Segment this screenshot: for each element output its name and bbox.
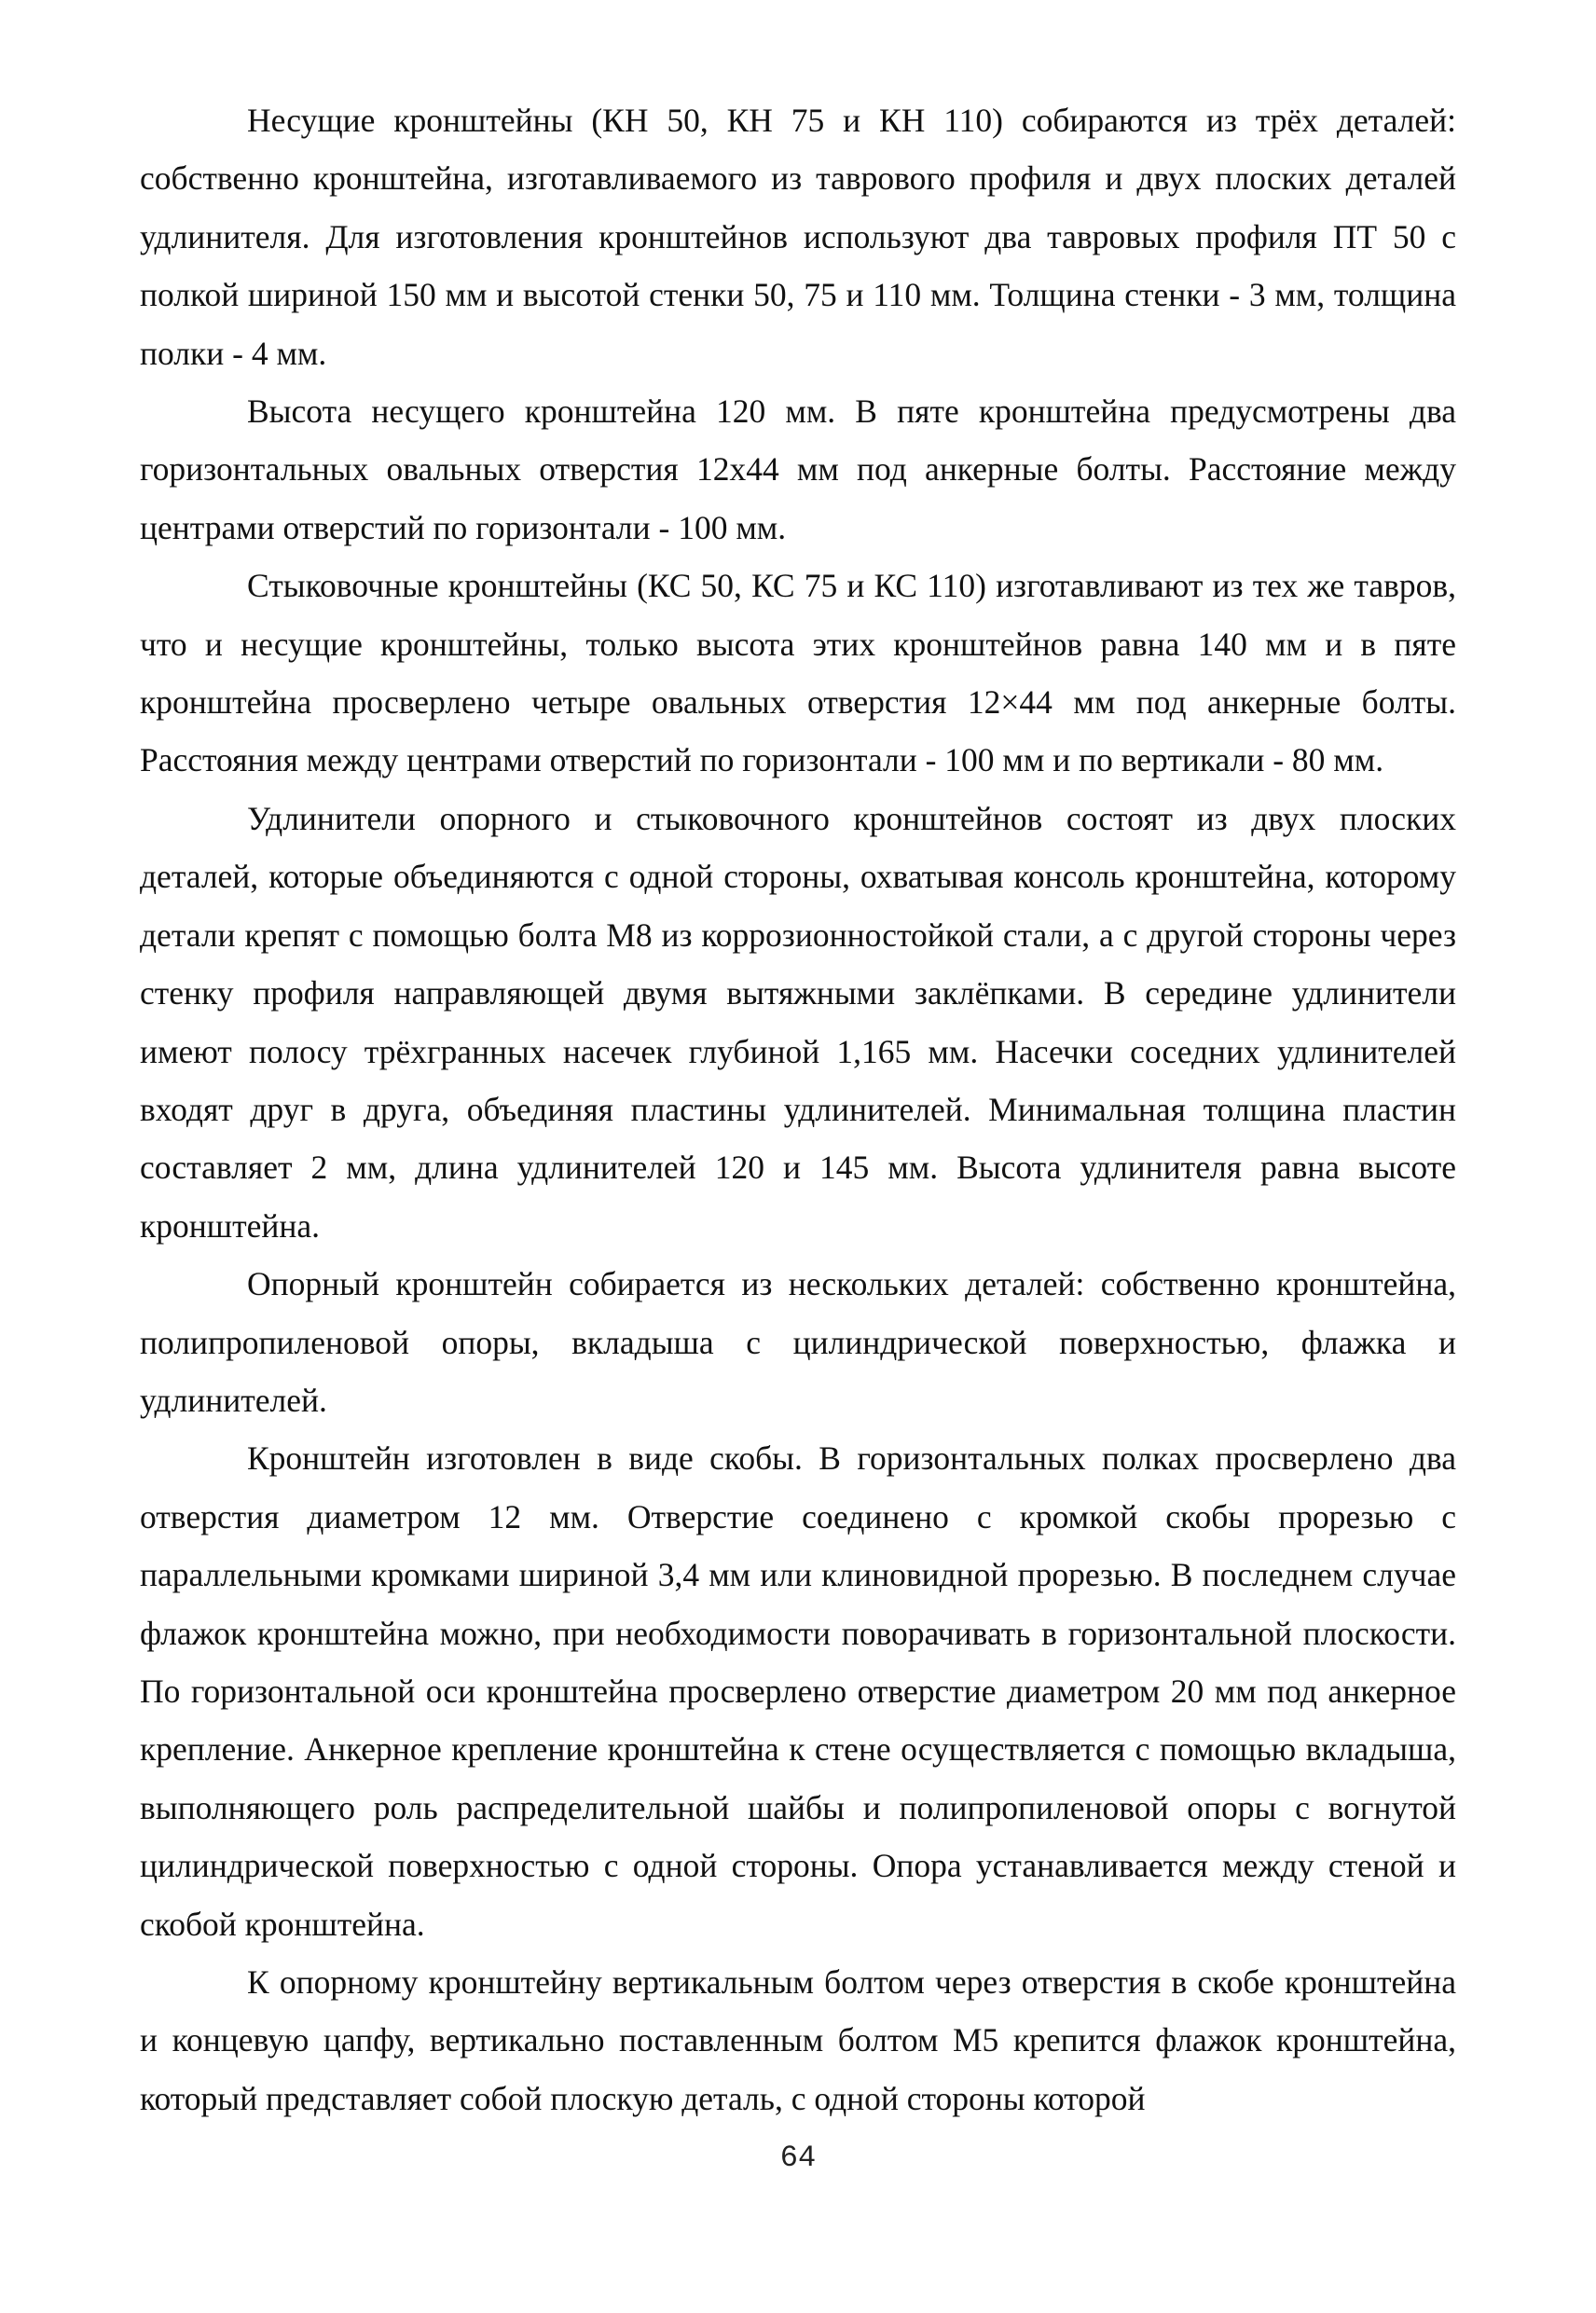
- paragraph-5: Опорный кронштейн собирается из нескольких деталей: собственно кронштейна, полипропиленовой опоры, вкладыша с цилиндрической поверхностью, флажка и удлинителей.: [140, 1265, 1456, 1419]
- paragraph-3: Стыковочные кронштейны (КС 50, КС 75 и КС 110) изготавливают из тех же тавров, что и несущие кронштейны, только высота этих кронштейнов равна 140 мм и в пяте кронштейна просверлено четыре овальных отверстия 12×44 мм под анкерные болты. Расстояния между центрами отверстий по горизонтали - 100 мм и по вертикали - 80 мм.: [140, 567, 1456, 779]
- paragraph-1: Несущие кронштейны (КН 50, КН 75 и КН 110) собираются из трёх деталей: собственно кронштейна, изготавливаемого из таврового профиля и двух плоских деталей удлинителя. Для изготовления кронштейнов используют два тавровых профиля ПТ 50 с полкой шириной 150 мм и высотой стенки 50, 75 и 110 мм. Толщина стенки - 3 мм, толщина полки - 4 мм.: [140, 102, 1456, 372]
- page-number: 64: [779, 2141, 817, 2175]
- paragraph-4: Удлинители опорного и стыковочного кронштейнов состоят из двух плоских деталей, которые объединяются с одной стороны, охватывая консоль кронштейна, которому детали крепят с помощью болта М8 из коррозионностойкой стали, а с другой стороны через стенку профиля направляющей двумя вытяжными заклёпками. В середине удлинители имеют полосу трёхгранных насечек глубиной 1,165 мм. Насечки соседних удлинителей входят друг в друга, объединяя пластины удлинителей. Минимальная толщина пластин составляет 2 мм, длина удлинителей 120 и 145 мм. Высота удлинителя равна высоте кронштейна.: [140, 799, 1456, 1245]
- paragraph-7: К опорному кронштейну вертикальным болтом через отверстия в скобе кронштейна и концевую цапфу, вертикально поставленным болтом М5 крепится флажок кронштейна, который представляет собой плоскую деталь, с одной стороны которой: [140, 1963, 1456, 2117]
- paragraph-6: Кронштейн изготовлен в виде скобы. В горизонтальных полках просверлено два отверстия диаметром 12 мм. Отверстие соединено с кромкой скобы прорезью с параллельными кромками шириной 3,4 мм или клиновидной прорезью. В последнем случае флажок кронштейна можно, при необходимости поворачивать в горизонтальной плоскости. По горизонтальной оси кронштейна просверлено отверстие диаметром 20 мм под анкерное крепление. Анкерное крепление кронштейна к стене осуществляется с помощью вкладыша, выполняющего роль распределительной шайбы и полипропиленовой опоры с вогнутой цилиндрической поверхностью с одной стороны. Опора устанавливается между стеной и скобой кронштейна.: [140, 1439, 1456, 1943]
- body-text: [140, 91, 1456, 2127]
- paragraph-2: Высота несущего кронштейна 120 мм. В пяте кронштейна предусмотрены два горизонтальных овальных отверстия 12х44 мм под анкерные болты. Расстояние между центрами отверстий по горизонтали - 100 мм.: [140, 392, 1456, 546]
